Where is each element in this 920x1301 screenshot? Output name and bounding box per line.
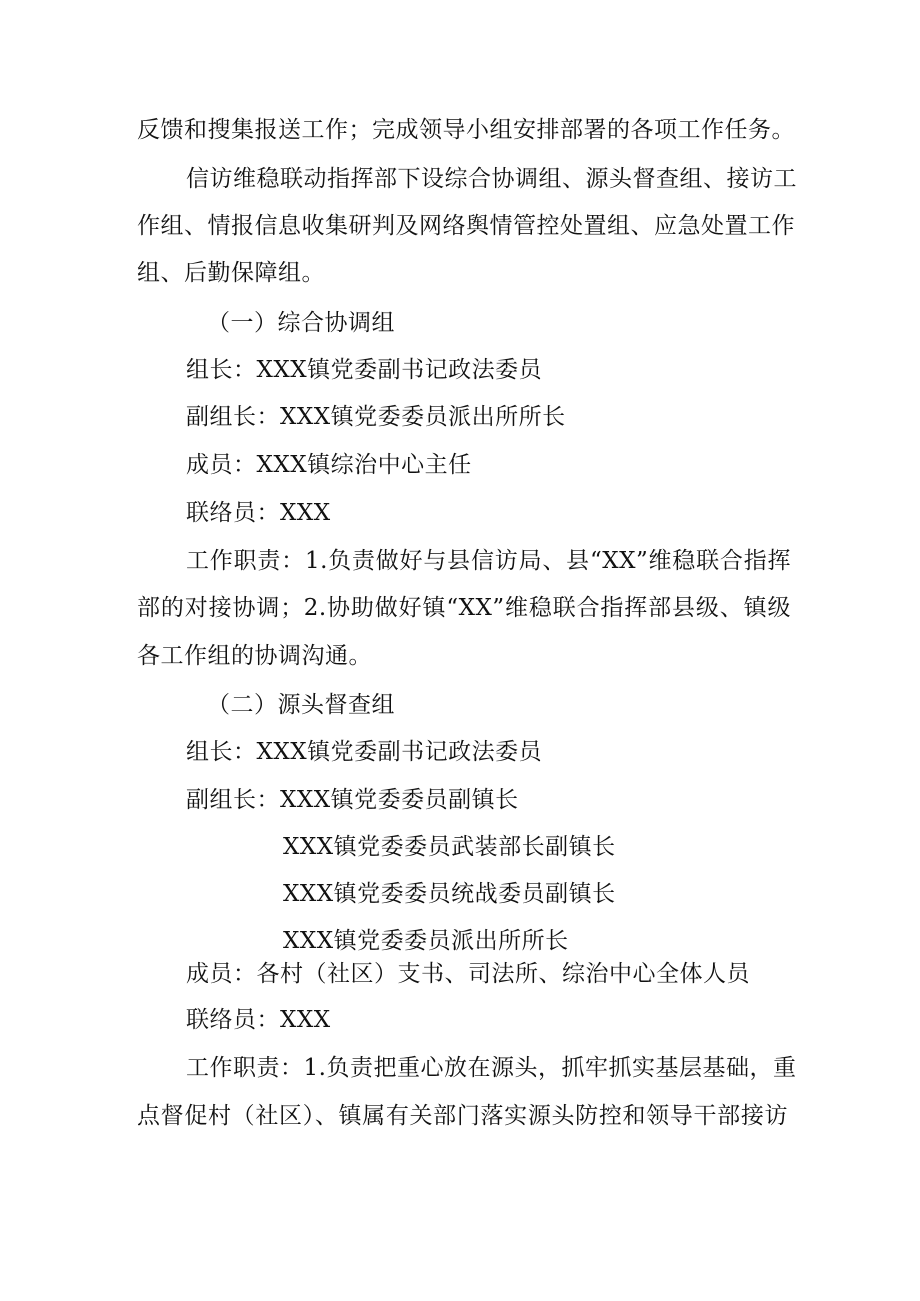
intro-line-1: 反馈和搜集报送工作；完成领导小组安排部署的各项工作任务。 [137, 117, 795, 143]
section-2-heading: （二）源头督查组 [207, 692, 395, 718]
section-2-deputy-4: XXX镇党委委员派出所所长 [283, 928, 569, 954]
section-2-leader: 组长：XXX镇党委副书记政法委员 [186, 739, 543, 765]
section-2-members: 成员：各村（社区）支书、司法所、综治中心全体人员 [186, 961, 750, 987]
section-1-members: 成员：XXX镇综治中心主任 [186, 452, 472, 478]
intro-para-2-line-2: 作组、情报信息收集研判及网络舆情管控处置组、应急处置工作 [137, 213, 795, 239]
intro-para-2-line-1: 信访维稳联动指挥部下设综合协调组、源头督查组、接访工 [186, 166, 797, 192]
section-1-duty-line-3: 各工作组的协调沟通。 [137, 643, 372, 669]
section-1-duty-line-2: 部的对接协调；2.协助做好镇“XX”维稳联合指挥部县级、镇级 [137, 595, 791, 621]
section-2-deputy-2: XXX镇党委委员武装部长副镇长 [283, 834, 616, 860]
section-1-duty-line-1: 工作职责：1.负责做好与县信访局、县“XX”维稳联合指挥 [186, 548, 791, 574]
intro-para-2-line-3: 组、后勤保障组。 [137, 260, 325, 286]
section-2-deputy-1: 副组长：XXX镇党委委员副镇长 [186, 787, 519, 813]
section-2-liaison: 联络员：XXX [186, 1007, 331, 1033]
section-1-leader: 组长：XXX镇党委副书记政法委员 [186, 357, 543, 383]
section-2-duty-line-2: 点督促村（社区）、镇属有关部门落实源头防控和领导干部接访 [137, 1103, 788, 1129]
section-1-liaison: 联络员：XXX [186, 500, 331, 526]
section-1-heading: （一）综合协调组 [207, 310, 395, 336]
section-1-deputy: 副组长：XXX镇党委委员派出所所长 [186, 404, 566, 430]
section-2-deputy-3: XXX镇党委委员统战委员副镇长 [283, 881, 616, 907]
section-2-duty-line-1: 工作职责：1.负责把重心放在源头，抓牢抓实基层基础，重 [186, 1055, 797, 1081]
